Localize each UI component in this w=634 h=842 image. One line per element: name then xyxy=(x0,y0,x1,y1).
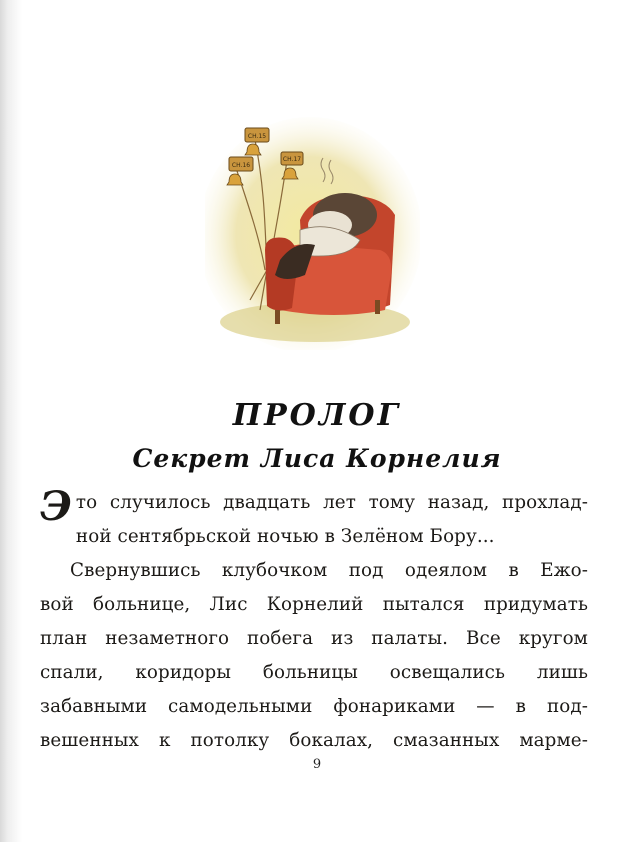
chapter-title: ПРОЛОГ xyxy=(232,398,402,433)
paragraph-2-line-6: вешенных к потолку бокалах, смазанных марме- xyxy=(40,730,588,751)
chapter-subtitle: Секрет Лиса Корнелия xyxy=(132,444,502,473)
svg-text:СН.15: СН.15 xyxy=(247,133,267,140)
body-text xyxy=(40,483,588,758)
paragraph-2-line-4: спали, коридоры больницы освещались лишь xyxy=(40,662,588,683)
page-number: 9 xyxy=(312,757,322,772)
chapter-illustration xyxy=(205,110,420,350)
paragraph-2-line-1: Свернувшись клубочком под одеялом в Ежо- xyxy=(70,560,588,581)
paragraph-2-line-2: вой больнице, Лис Корнелий пытался придумать xyxy=(40,594,588,615)
bell-label-16 xyxy=(229,157,253,171)
svg-text:СН.17: СН.17 xyxy=(282,156,302,163)
paragraph-1-line-1: Это случилось двадцать лет тому назад, прохлад- xyxy=(40,483,588,530)
paragraph-2-line-3: план незаметного побега из палаты. Все кругом xyxy=(40,628,588,649)
paragraph-2-line-5: забавными самодельными фонариками — в под- xyxy=(40,696,588,717)
bell-label-17 xyxy=(281,152,303,165)
svg-text:СН.16: СН.16 xyxy=(231,162,251,169)
bell-label-15 xyxy=(245,128,269,142)
drop-cap: Э xyxy=(40,483,72,530)
paragraph-1-line-2: ной сентябрьской ночью в Зелёном Бору... xyxy=(75,526,495,547)
